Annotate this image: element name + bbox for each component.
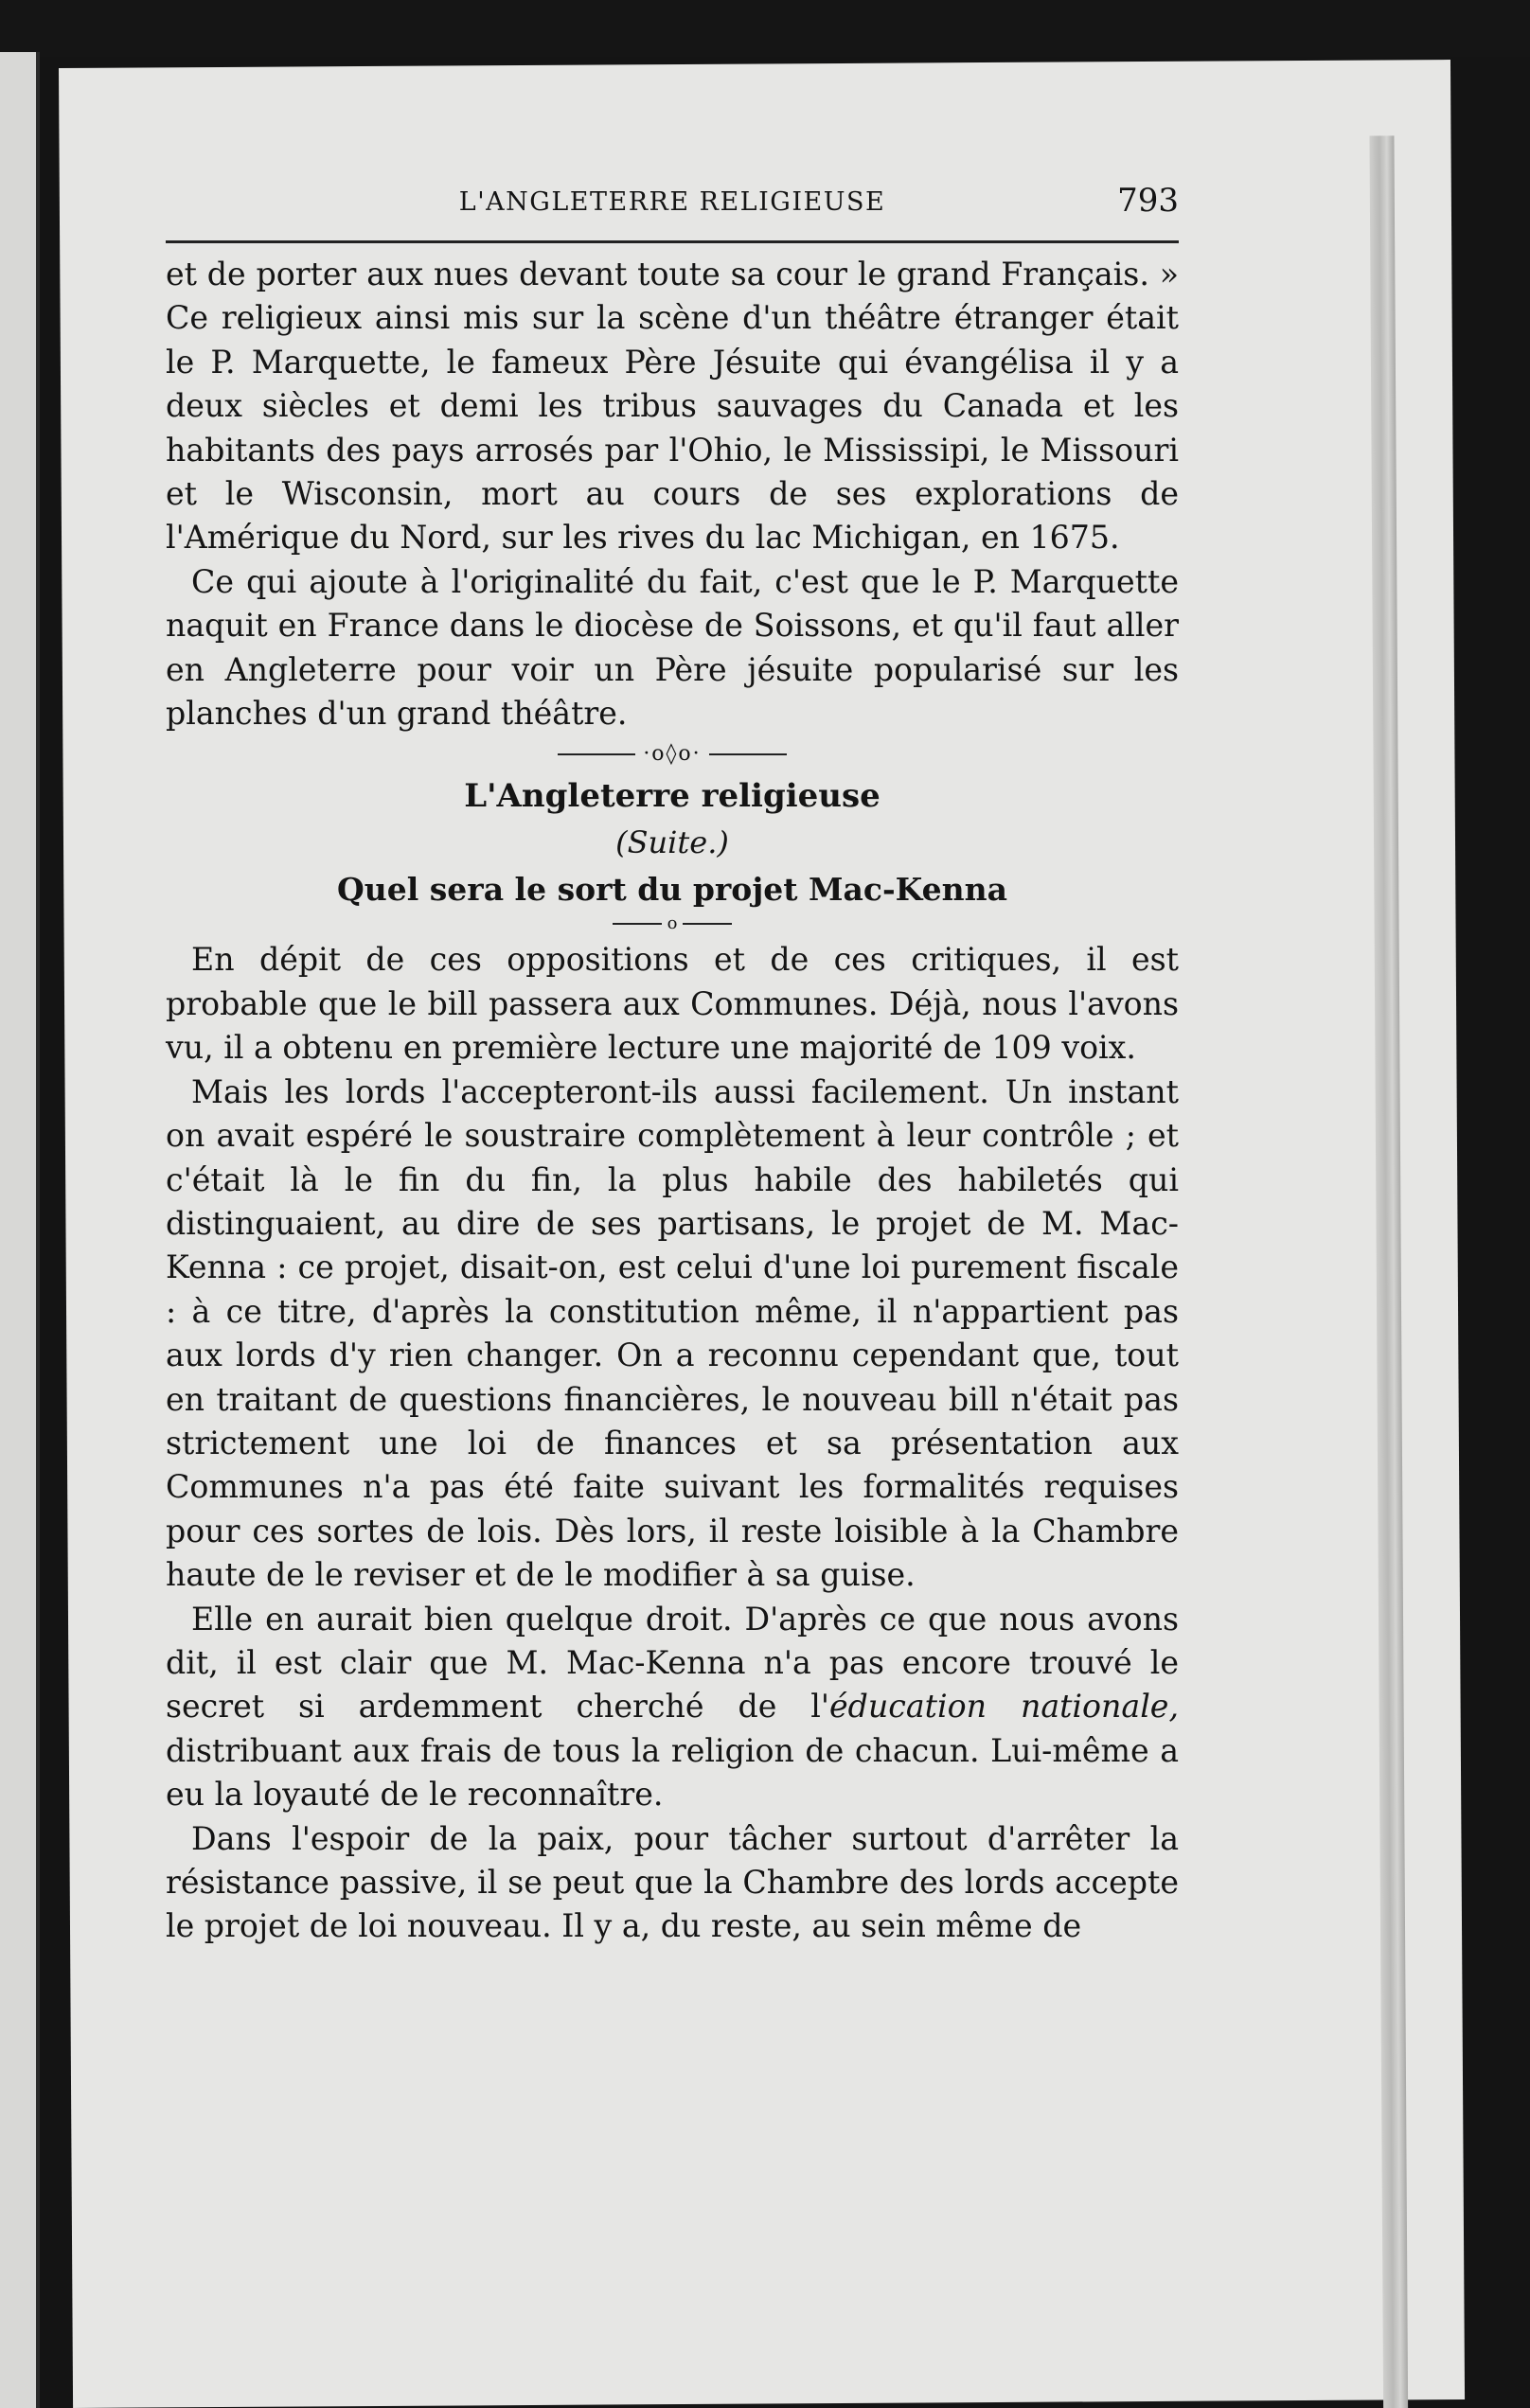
paragraph: Dans l'espoir de la paix, pour tâcher surtout d'arrêter la résistance passive, il se peut que la Chambre des lords accepte le projet de loi nouveau. Il y a, du reste, au sein même de	[166, 1819, 1179, 1945]
paragraph: En dépit de ces oppositions et de ces critiques, il est probable que le bill passera aux Communes. Déjà, nous l'avons vu, il a obtenu en première lecture une majorité de 109 voix.	[166, 941, 1179, 1067]
page-content	[166, 182, 1179, 1949]
divider-rule-left	[558, 753, 635, 755]
paragraph	[166, 1598, 1179, 1817]
emphasis-text: éducation nationale,	[829, 1688, 1179, 1726]
subdivider-rule-right	[683, 923, 732, 925]
paragraph: Mais les lords l'accepteront-ils aussi facilement. Un instant on avait espéré le soustraire complètement à leur contrôle ; et c'était là le fin du fin, la plus habile des habiletés qui distinguaient, au dire de ses partisans, le projet de M. Mac-Kenna : ce projet, disait-on, est celui d'une loi purement fiscale : à ce titre, d'après la constitution même, il n'appartient pas aux lords d'y rien changer. On a reconnu cependant que, tout en traitant de questions financières, le nouveau bill n'était pas strictement une loi de finances et sa présentation aux Communes n'a pas été faite suivant les formalités requises pour ces sortes de lois. Dès lors, il reste loisible à la Chambre haute de le reviser et de le modifier à sa guise.	[166, 1072, 1179, 1594]
facing-page-edge	[0, 52, 40, 2408]
paragraph-text: Elle en aurait bien quelque droit. D'après ce que nous avons dit, il est clair que M. Mac-Kenna n'a pas encore trouvé le secret si ardemment cherché de l'	[166, 1600, 1179, 1726]
page-stack-edge	[1369, 135, 1408, 2408]
article-body	[166, 938, 1179, 1948]
divider-ornament: ·ο◊ο·	[643, 742, 702, 767]
page-number: 793	[1117, 182, 1179, 220]
running-header	[166, 182, 1179, 243]
previous-article-end	[166, 253, 1179, 735]
subdivider-ornament: o	[667, 913, 678, 934]
section-title: Quel sera le sort du projet Mac-Kenna	[336, 871, 1008, 909]
running-title: L'ANGLETERRE RELIGIEUSE	[458, 187, 886, 217]
scan-top-border	[0, 0, 1530, 57]
section-subdivider	[166, 913, 1179, 938]
article-title: L'Angleterre religieuse	[464, 777, 881, 816]
paragraph: et de porter aux nues devant toute sa cour le grand Français. » Ce religieux ainsi mis sur la scène d'un théâtre étranger était le P. Marquette, le fameux Père Jésuite qui évangélisa il y a deux siècles et demi les tribus sauvages du Canada et les habitants des pays arrosés par l'Ohio, le Mississipi, le Missouri et le Wisconsin, mort au cours de ses explorations de l'Amérique du Nord, sur les rives du lac Michigan, en 1675.	[166, 256, 1179, 557]
divider-rule-right	[709, 753, 787, 755]
subdivider-rule-left	[613, 923, 662, 925]
paragraph-text: distribuant aux frais de tous la religion de chacun. Lui-même a eu la loyauté de le reconnaître.	[166, 1731, 1179, 1814]
section-divider	[166, 735, 1179, 773]
paragraph: Ce qui ajoute à l'originalité du fait, c'est que le P. Marquette naquit en France dans le diocèse de Soissons, et qu'il faut aller en Angleterre pour voir un Père jésuite popularisé sur les planches d'un grand théâtre.	[166, 562, 1179, 733]
article-subtitle: (Suite.)	[615, 824, 729, 861]
